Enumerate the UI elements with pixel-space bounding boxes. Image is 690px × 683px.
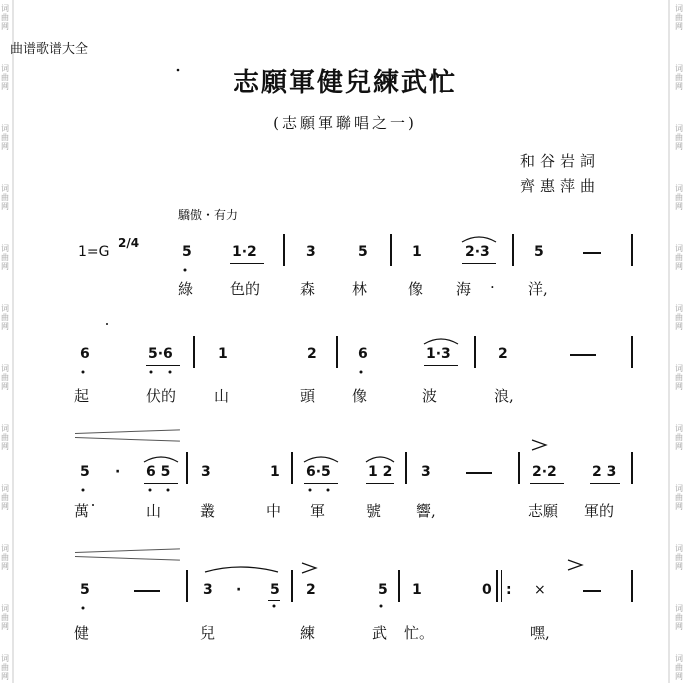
lyricist-credit: 和谷岩詞 — [520, 152, 601, 170]
lower-octave-dot — [184, 269, 187, 272]
lower-octave-dot — [273, 605, 276, 608]
note: 2 — [307, 346, 317, 362]
lyric: 像 — [352, 387, 368, 405]
lyric: 頭 — [300, 387, 316, 405]
lyric: 萬 — [74, 502, 90, 520]
note: 5·6 — [148, 346, 173, 362]
note: 1 — [412, 244, 422, 260]
watermark-right: 词曲网 — [675, 364, 683, 391]
lyric: 波 — [422, 387, 438, 405]
watermark-left: 词曲网 — [1, 544, 9, 571]
watermark-right: 词曲网 — [675, 184, 683, 211]
lower-octave-dot — [360, 371, 363, 374]
lyric: 色的 — [230, 280, 261, 298]
slur-mark — [144, 457, 178, 462]
note: 5 — [358, 244, 368, 260]
composer-credit: 齊惠萍曲 — [520, 177, 601, 195]
lyric: 練 — [300, 624, 316, 642]
watermark-left: 词曲网 — [1, 654, 9, 681]
lyric: 兒 — [200, 624, 216, 642]
lyric: 志願 — [528, 502, 559, 520]
lyric: 嘿, — [530, 624, 550, 642]
note: 2·3 — [465, 244, 490, 260]
lyric: 林 — [352, 280, 368, 298]
note: 1·2 — [232, 244, 257, 260]
watermark-right: 词曲网 — [675, 244, 683, 271]
lyric: 海 — [456, 280, 472, 298]
note: 6 — [358, 346, 368, 362]
lyric: 像 — [408, 280, 424, 298]
lyric: 號 — [366, 502, 382, 520]
note: 5 — [80, 582, 90, 598]
slur-mark — [205, 567, 278, 572]
key-signature: 1=G — [78, 244, 110, 260]
watermark-left: 词曲网 — [1, 244, 9, 271]
note: 5 — [182, 244, 192, 260]
lower-octave-dot — [327, 489, 330, 492]
note: 1 — [412, 582, 422, 598]
lower-octave-dot — [167, 489, 170, 492]
watermark-right: 词曲网 — [675, 604, 683, 631]
lyric: · — [490, 278, 495, 296]
note: 3 — [421, 464, 431, 480]
note: 1 2 — [368, 464, 393, 480]
note: 3 — [203, 582, 213, 598]
lyric: 軍的 — [584, 502, 615, 520]
watermark-left: 词曲网 — [1, 364, 9, 391]
lyric: 健 — [74, 624, 90, 642]
lower-octave-dot — [82, 607, 85, 610]
note: 2 3 — [592, 464, 617, 480]
note: 2 — [306, 582, 316, 598]
slur-mark — [424, 339, 458, 344]
note: × — [534, 582, 546, 598]
lower-octave-dot — [82, 371, 85, 374]
site-label: 曲谱歌谱大全 — [10, 42, 89, 57]
lyric: 叢 — [200, 502, 216, 520]
note: 6·5 — [306, 464, 331, 480]
watermark-left: 词曲网 — [1, 484, 9, 511]
lyric: 武 — [372, 624, 388, 642]
dot: · — [115, 464, 121, 480]
watermark-left: 词曲网 — [1, 64, 9, 91]
ink-speck — [92, 504, 94, 506]
watermark-right: 词曲网 — [675, 654, 683, 681]
lyric: 山 — [146, 502, 162, 520]
note: 5 — [270, 582, 280, 598]
tempo-marking: 驕傲・有力 — [178, 208, 239, 222]
note: 6 — [80, 346, 90, 362]
lyric: 洋, — [528, 280, 548, 298]
note: 3 — [201, 464, 211, 480]
lyric: 軍 — [310, 502, 326, 520]
lyric: 山 — [214, 387, 230, 405]
accent-mark — [568, 560, 582, 570]
watermark-right: 词曲网 — [675, 64, 683, 91]
watermark-left: 词曲网 — [1, 4, 9, 31]
watermark-left: 词曲网 — [1, 124, 9, 151]
lyric: 起 — [74, 387, 90, 405]
note: 3 — [306, 244, 316, 260]
lyric: 森 — [300, 280, 316, 298]
note: 5 — [534, 244, 544, 260]
note: 1 — [270, 464, 280, 480]
time-signature: 2/4 — [118, 236, 140, 250]
watermark-left: 词曲网 — [1, 424, 9, 451]
ink-speck — [106, 323, 108, 325]
note: 2 — [498, 346, 508, 362]
watermark-left: 词曲网 — [1, 184, 9, 211]
lower-octave-dot — [169, 371, 172, 374]
song-title: 志願軍健兒練武忙 — [232, 68, 457, 98]
note: 0 — [482, 582, 492, 598]
lyric: 浪, — [494, 387, 514, 405]
lyric: 忙。 — [404, 624, 435, 642]
note: 1 — [218, 346, 228, 362]
note: 6 5 — [146, 464, 171, 480]
accent-mark — [302, 563, 316, 573]
lower-octave-dot — [82, 489, 85, 492]
slur-mark — [462, 237, 496, 242]
accent-mark — [532, 440, 546, 450]
watermark-left: 词曲网 — [1, 304, 9, 331]
ink-speck — [177, 69, 180, 72]
lower-octave-dot — [380, 605, 383, 608]
lyric: 響, — [416, 502, 436, 520]
repeat-colon: : — [506, 582, 512, 598]
watermark-right: 词曲网 — [675, 304, 683, 331]
watermark-right: 词曲网 — [675, 4, 683, 31]
lower-octave-dot — [309, 489, 312, 492]
slur-mark — [304, 457, 338, 462]
watermark-right: 词曲网 — [675, 544, 683, 571]
lyric: 伏的 — [146, 387, 177, 405]
watermark-left: 词曲网 — [1, 604, 9, 631]
lower-octave-dot — [150, 371, 153, 374]
watermark-right: 词曲网 — [675, 424, 683, 451]
lyric: 中 — [266, 502, 282, 520]
song-subtitle: (志願軍聯唱之一) — [273, 114, 417, 132]
note: 5 — [80, 464, 90, 480]
note: 5 — [378, 582, 388, 598]
watermark-right: 词曲网 — [675, 484, 683, 511]
watermark-right: 词曲网 — [675, 124, 683, 151]
lower-octave-dot — [149, 489, 152, 492]
lyric: 綠 — [178, 280, 194, 298]
dot: · — [236, 582, 242, 598]
note: 2·2 — [532, 464, 557, 480]
note: 1·3 — [426, 346, 451, 362]
slur-mark — [366, 457, 394, 462]
